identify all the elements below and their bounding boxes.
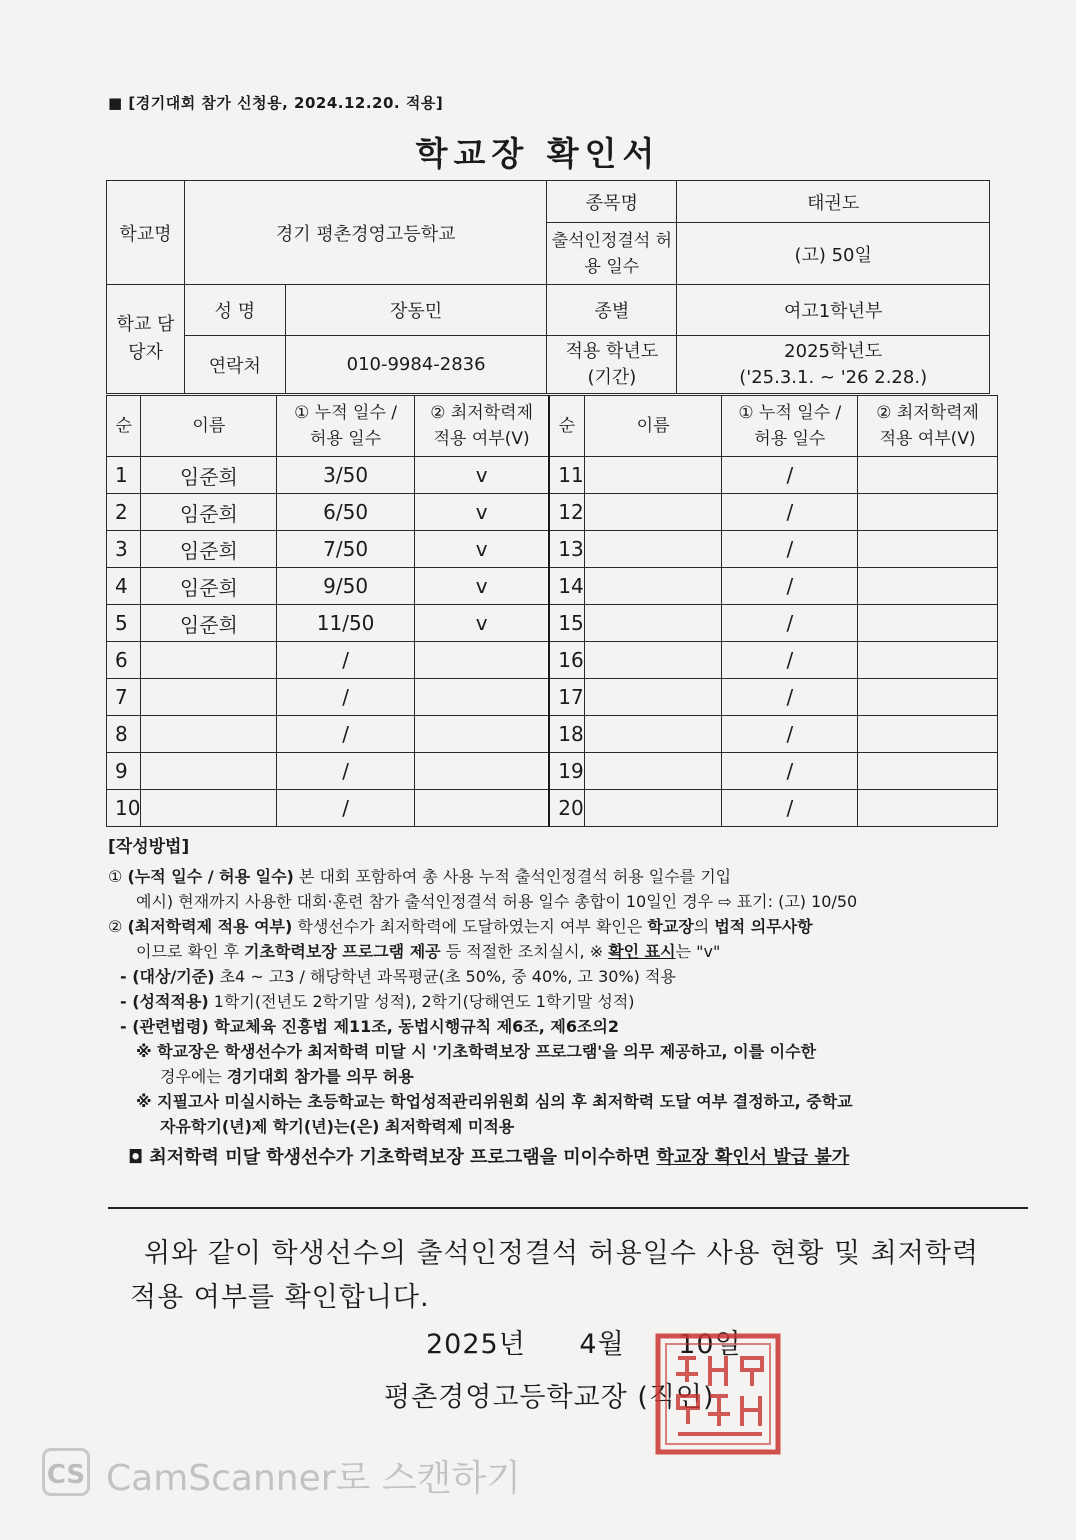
days-header-2-line1: ① 누적 일수 / [738, 403, 842, 423]
days-used-2: / [722, 642, 858, 679]
contact-label: 연락처 [184, 336, 285, 394]
row-number: 3 [107, 531, 141, 568]
row-number-2: 20 [549, 790, 584, 827]
name-header: 이름 [141, 396, 277, 457]
student-name-2 [584, 679, 722, 716]
days-used-2: / [722, 494, 858, 531]
method-text-6: 1학기(전년도 2학기말 성적), 2학기(당해연도 1학기말 성적) [208, 992, 635, 1011]
student-name-2 [584, 605, 722, 642]
division-label: 종별 [547, 285, 677, 336]
info-table [106, 180, 990, 394]
allow-label: 출석인정결석 허용 일수 [547, 223, 677, 285]
student-name: 임준희 [141, 457, 277, 494]
camscanner-watermark: CamScanner로 스캔하기 [106, 1458, 521, 1499]
method-under-12: 학교장 확인서 발급 불가 [656, 1147, 850, 1168]
min-header-2 [858, 396, 998, 457]
event-label: 종목명 [547, 181, 677, 223]
days-used: 3/50 [277, 457, 415, 494]
days-used-2: / [722, 753, 858, 790]
min-check-2 [858, 605, 998, 642]
student-name-2 [584, 716, 722, 753]
days-used: / [277, 679, 415, 716]
min-check [415, 679, 550, 716]
min-check-2 [858, 753, 998, 790]
student-name-2 [584, 753, 722, 790]
method-text-4c: 는 "v" [675, 942, 721, 961]
method-title: [작성방법] [108, 837, 190, 857]
staff-label: 학교 담당자 [107, 285, 185, 394]
method-line-4 [108, 939, 1028, 964]
row-number: 1 [107, 457, 141, 494]
days-header-2 [722, 396, 858, 457]
row-number: 2 [107, 494, 141, 531]
method-under-4: 확인 표시 [608, 942, 676, 961]
min-check [415, 753, 550, 790]
row-number-2: 17 [549, 679, 584, 716]
days-used-2: / [722, 531, 858, 568]
year-label: 적용 학년도 (기간) [547, 336, 677, 394]
roster-table [106, 395, 998, 827]
method-line-5 [108, 964, 1028, 989]
date-year: 2025년 [426, 1329, 526, 1360]
method-line-11: 자유학기(년)제 학기(년)는(은) 최저학력제 미적용 [160, 1117, 515, 1136]
student-name-2 [584, 531, 722, 568]
min-check [415, 716, 550, 753]
min-header [415, 396, 550, 457]
method-bold-9: 경기대회 참가를 의무 허용 [226, 1067, 414, 1086]
student-name: 임준희 [141, 494, 277, 531]
min-check-2 [858, 790, 998, 827]
row-number: 10 [107, 790, 141, 827]
school-value: 경기 평촌경영고등학교 [184, 181, 547, 285]
days-used-2: / [722, 790, 858, 827]
row-number-2: 16 [549, 642, 584, 679]
method-num-2: ② [108, 917, 123, 936]
days-used: / [277, 753, 415, 790]
min-check-2 [858, 568, 998, 605]
roster-row [107, 494, 998, 531]
contact-value: 010-9984-2836 [285, 336, 547, 394]
document-title: 학교장 확인서 [415, 134, 661, 173]
row-number-2: 11 [549, 457, 584, 494]
method-line-2: 예시) 현재까지 사용한 대회·훈련 참가 출석인정결석 허용 일수 총합이 10일인 경우 ⇨ 표기: (고) 10/50 [136, 892, 858, 911]
min-check-2 [858, 457, 998, 494]
roster-body [107, 457, 998, 827]
row-number-2: 15 [549, 605, 584, 642]
min-check-2 [858, 494, 998, 531]
student-name [141, 679, 277, 716]
method-bold-4: 기초학력보장 프로그램 제공 [244, 942, 441, 961]
date-day: 10일 [678, 1329, 742, 1360]
row-number-2: 13 [549, 531, 584, 568]
principal-signature: 평촌경영고등학교장 (직인) [384, 1382, 715, 1413]
roster-row [107, 679, 998, 716]
days-used: 7/50 [277, 531, 415, 568]
method-bold-3: (최저학력제 적용 여부) [127, 917, 293, 936]
row-number: 8 [107, 716, 141, 753]
days-header-line1: ① 누적 일수 / [294, 403, 398, 423]
school-label: 학교명 [107, 181, 185, 285]
official-seal-icon [652, 1330, 784, 1458]
student-name [141, 642, 277, 679]
min-check: v [415, 531, 550, 568]
method-bold-5: - (대상/기준) [120, 967, 215, 986]
student-name-2 [584, 790, 722, 827]
roster-row [107, 531, 998, 568]
method-line-12 [108, 1145, 1028, 1170]
row-number: 7 [107, 679, 141, 716]
method-text-3: 학생선수가 최저학력에 도달하였는지 여부 확인은 [292, 917, 648, 936]
row-number-2: 18 [549, 716, 584, 753]
student-name-2 [584, 642, 722, 679]
student-name: 임준희 [141, 531, 277, 568]
method-bold-3b: 학교장 [647, 917, 694, 936]
method-num-1: ① [108, 867, 123, 886]
period-value: ('25.3.1. ~ '26 2.28.) [739, 366, 928, 388]
roster-row [107, 642, 998, 679]
min-check [415, 790, 550, 827]
roster-row [107, 568, 998, 605]
seq-header: 순 [107, 396, 141, 457]
row-number-2: 12 [549, 494, 584, 531]
roster-row [107, 716, 998, 753]
division-value: 여고1학년부 [677, 285, 990, 336]
method-bold-1: (누적 일수 / 허용 일수) [127, 867, 294, 886]
days-used: 11/50 [277, 605, 415, 642]
name-value: 장동민 [285, 285, 547, 336]
roster-row [107, 605, 998, 642]
days-header [277, 396, 415, 457]
event-value: 태권도 [677, 181, 990, 223]
row-number-2: 14 [549, 568, 584, 605]
min-check-2 [858, 679, 998, 716]
days-used: 6/50 [277, 494, 415, 531]
row-number: 6 [107, 642, 141, 679]
row-number: 9 [107, 753, 141, 790]
student-name: 임준희 [141, 605, 277, 642]
roster-header [107, 396, 998, 457]
method-bold-6: - (성적적용) [120, 992, 209, 1011]
header-note: ■ [경기대회 참가 신청용, 2024.12.20. 적용] [108, 94, 444, 112]
roster-row [107, 457, 998, 494]
camscanner-logo-icon: CS [42, 1448, 90, 1496]
min-header-line2: 적용 여부(V) [433, 429, 530, 449]
method-line-9 [108, 1064, 1028, 1089]
confirm-line-1: 위와 같이 학생선수의 출석인정결석 허용일수 사용 현황 및 최저학력 [144, 1238, 979, 1269]
allow-value: (고) 50일 [677, 223, 990, 285]
days-header-2-line2: 허용 일수 [754, 429, 826, 449]
confirm-line-2: 적용 여부를 확인합니다. [130, 1282, 430, 1313]
method-text-4b: 등 적절한 조치실시, ※ [440, 942, 609, 961]
min-header-2-line1: ② 최저학력제 [876, 403, 979, 423]
min-check-2 [858, 642, 998, 679]
min-check: v [415, 457, 550, 494]
method-line-1 [108, 864, 1028, 889]
min-check: v [415, 605, 550, 642]
min-header-line1: ② 최저학력제 [430, 403, 533, 423]
days-used-2: / [722, 679, 858, 716]
student-name-2 [584, 568, 722, 605]
min-header-2-line2: 적용 여부(V) [879, 429, 976, 449]
days-used: / [277, 716, 415, 753]
student-name [141, 716, 277, 753]
min-check: v [415, 568, 550, 605]
seq-header-2: 순 [549, 396, 584, 457]
writing-method [108, 835, 1028, 1170]
method-text-4: 이므로 확인 후 [136, 942, 244, 961]
method-line-10: ※ 지필고사 미실시하는 초등학교는 학업성적관리위원회 심의 후 최저학력 도달 여부 결정하고, 중학교 [136, 1092, 853, 1111]
method-bold-7: - (관련법령) 학교체육 진흥법 제11조, 동법시행규칙 제6조, 제6조의2 [120, 1017, 620, 1036]
min-check [415, 642, 550, 679]
days-header-line2: 허용 일수 [310, 429, 382, 449]
year-value: 2025학년도 [784, 340, 883, 362]
student-name-2 [584, 494, 722, 531]
row-number: 4 [107, 568, 141, 605]
student-name [141, 753, 277, 790]
days-used-2: / [722, 716, 858, 753]
min-check: v [415, 494, 550, 531]
roster-row [107, 790, 998, 827]
method-text-9: 경우에는 [160, 1067, 227, 1086]
student-name: 임준희 [141, 568, 277, 605]
days-used-2: / [722, 457, 858, 494]
divider-line [108, 1207, 1028, 1209]
name-label: 성 명 [184, 285, 285, 336]
method-text-5: 초4 ~ 고3 / 해당학년 과목평균(초 50%, 중 40%, 고 30%) 적용 [214, 967, 676, 986]
row-number-2: 19 [549, 753, 584, 790]
student-name [141, 790, 277, 827]
name-header-2: 이름 [584, 396, 722, 457]
method-line-6 [108, 989, 1028, 1014]
min-check-2 [858, 716, 998, 753]
row-number: 5 [107, 605, 141, 642]
year-cell [677, 336, 990, 394]
method-line-8: ※ 학교장은 학생선수가 최저학력 미달 시 '기초학력보장 프로그램'을 의무 제공하고, 이를 이수한 [136, 1042, 817, 1061]
method-text-1: 본 대회 포함하여 총 사용 누적 출석인정결석 허용 일수를 기입 [293, 867, 732, 886]
min-check-2 [858, 531, 998, 568]
method-line-3 [108, 914, 1028, 939]
method-text-3b: 의 [693, 917, 715, 936]
roster-row [107, 753, 998, 790]
days-used: / [277, 642, 415, 679]
student-name-2 [584, 457, 722, 494]
days-used-2: / [722, 605, 858, 642]
date-month: 4월 [579, 1329, 625, 1360]
days-used: / [277, 790, 415, 827]
days-used: 9/50 [277, 568, 415, 605]
confirmation-statement [130, 1232, 1030, 1320]
days-used-2: / [722, 568, 858, 605]
method-text-12: ◘ 최저학력 미달 학생선수가 기초학력보장 프로그램을 미이수하면 [128, 1147, 657, 1168]
method-bold-3c: 법적 의무사항 [714, 917, 813, 936]
method-line-7 [108, 1014, 1028, 1039]
